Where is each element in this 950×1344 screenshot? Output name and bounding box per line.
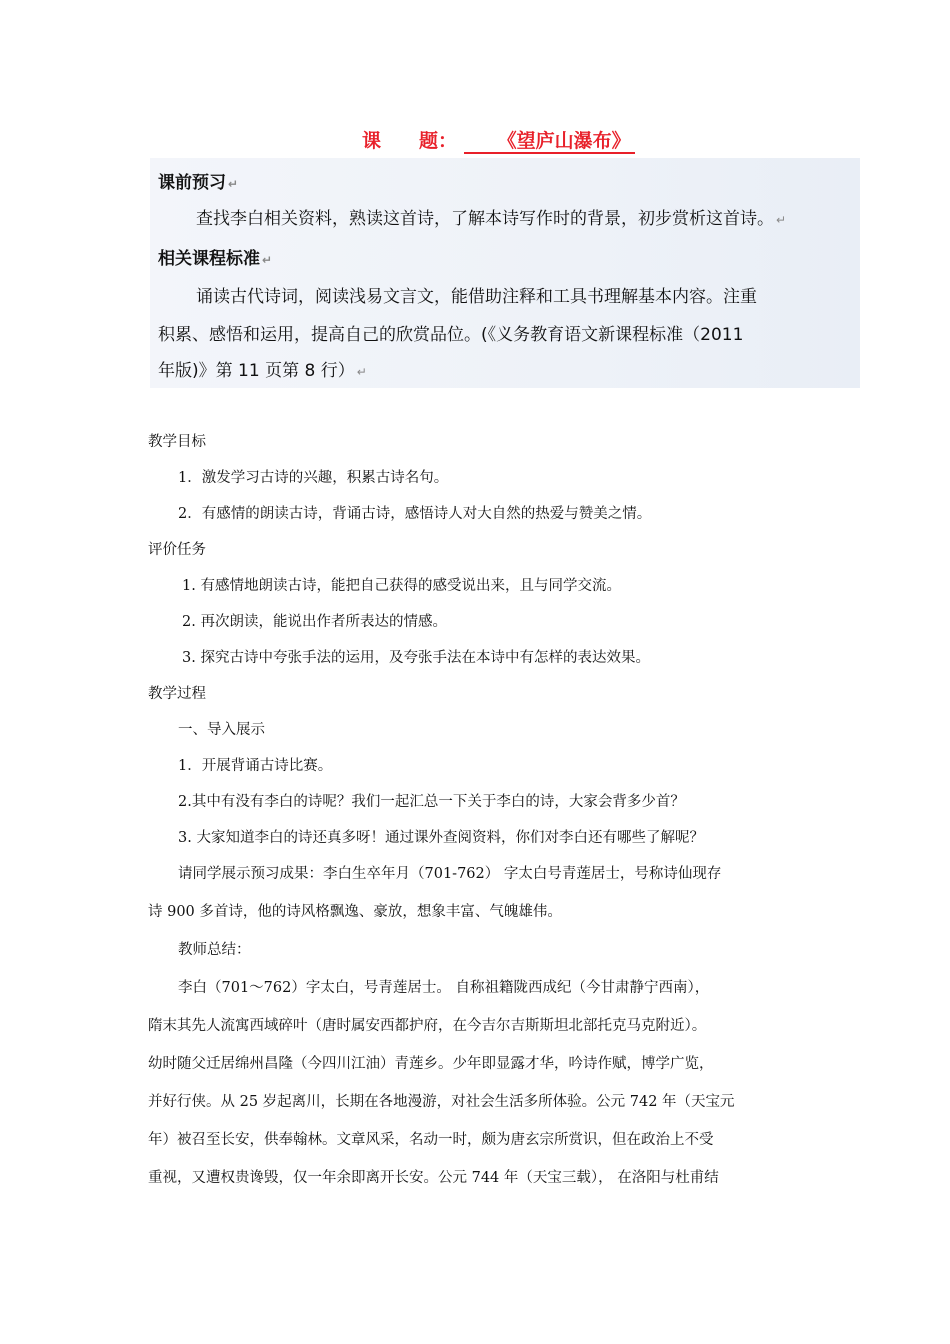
title-label-ti: 题：	[419, 130, 458, 152]
evaluation-item: 2. 再次朗读，能说出作者所表达的情感。	[182, 614, 447, 630]
process-heading: 教学过程	[148, 686, 206, 702]
preview-heading-text: 课前预习	[158, 173, 226, 193]
preview-result-line: 请同学展示预习成果：李白生卒年月（701-762） 字太白号青莲居士，号称诗仙现存	[178, 866, 722, 882]
process-step: 3. 大家知道李白的诗还真多呀！通过课外查阅资料，你们对李白还有哪些了解呢？	[178, 830, 704, 846]
evaluation-item: 1. 有感情地朗读古诗，能把自己获得的感受说出来，且与同学交流。	[182, 578, 621, 594]
process-section: 一、导入展示	[178, 722, 265, 738]
standards-heading	[158, 244, 272, 269]
evaluation-heading: 评价任务	[148, 542, 206, 558]
evaluation-item: 3. 探究古诗中夸张手法的运用，及夸张手法在本诗中有怎样的表达效果。	[182, 650, 650, 666]
summary-line: 李白（701～762）字太白，号青莲居士。 自称祖籍陇西成纪（今甘肃静宁西南），	[178, 980, 710, 996]
summary-line: 重视，又遭权贵谗毁，仅一年余即离开长安。公元 744 年（天宝三载）， 在洛阳与杜甫结	[148, 1170, 719, 1186]
standards-line-1: 诵读古代诗词，阅读浅易文言文，能借助注释和工具书理解基本内容。注重	[196, 287, 757, 307]
lesson-title	[362, 126, 635, 154]
process-step: 1．开展背诵古诗比赛。	[178, 758, 333, 774]
preview-box	[150, 158, 860, 388]
title-label-ke: 课	[362, 130, 382, 152]
summary-line: 幼时随父迁居绵州昌隆（今四川江油）青莲乡。少年即显露才华，吟诗作赋，博学广览，	[148, 1056, 714, 1072]
objective-item: 1．激发学习古诗的兴趣，积累古诗名句。	[178, 470, 449, 486]
lesson-name: 《望庐山瀑布》	[464, 130, 635, 154]
preview-paragraph	[196, 204, 786, 229]
return-mark-icon: ↵	[776, 213, 787, 227]
standards-line-3	[158, 356, 367, 381]
return-mark-icon: ↵	[356, 365, 367, 379]
summary-line: 并好行侠。从 25 岁起离川，长期在各地漫游，对社会生活多所体验。公元 742 年（天宝元	[148, 1094, 735, 1110]
preview-result-line: 诗 900 多首诗，他的诗风格飘逸、豪放，想象丰富、气魄雄伟。	[148, 904, 562, 920]
objective-item: 2．有感情的朗读古诗，背诵古诗，感悟诗人对大自然的热爱与赞美之情。	[178, 506, 652, 522]
standards-heading-text: 相关课程标准	[158, 249, 260, 269]
return-mark-icon: ↵	[262, 253, 273, 267]
process-step: 2.其中有没有李白的诗呢？我们一起汇总一下关于李白的诗，大家会背多少首？	[178, 794, 685, 810]
return-mark-icon: ↵	[228, 177, 239, 191]
summary-line: 年）被召至长安，供奉翰林。文章风采，名动一时，颇为唐玄宗所赏识，但在政治上不受	[148, 1132, 714, 1148]
standards-line-3-text: 年版)》第 11 页第 8 行）	[158, 361, 355, 381]
objectives-heading: 教学目标	[148, 434, 206, 450]
standards-line-2: 积累、感悟和运用，提高自己的欣赏品位。(《义务教育语文新课程标准（2011	[158, 325, 744, 345]
preview-heading	[158, 168, 238, 193]
preview-paragraph-text: 查找李白相关资料，熟读这首诗，了解本诗写作时的背景，初步赏析这首诗。	[196, 209, 774, 229]
summary-line: 隋末其先人流寓西域碎叶（唐时属安西都护府，在今吉尔吉斯斯坦北部托克马克附近）。	[148, 1018, 707, 1034]
summary-heading: 教师总结：	[178, 942, 251, 958]
